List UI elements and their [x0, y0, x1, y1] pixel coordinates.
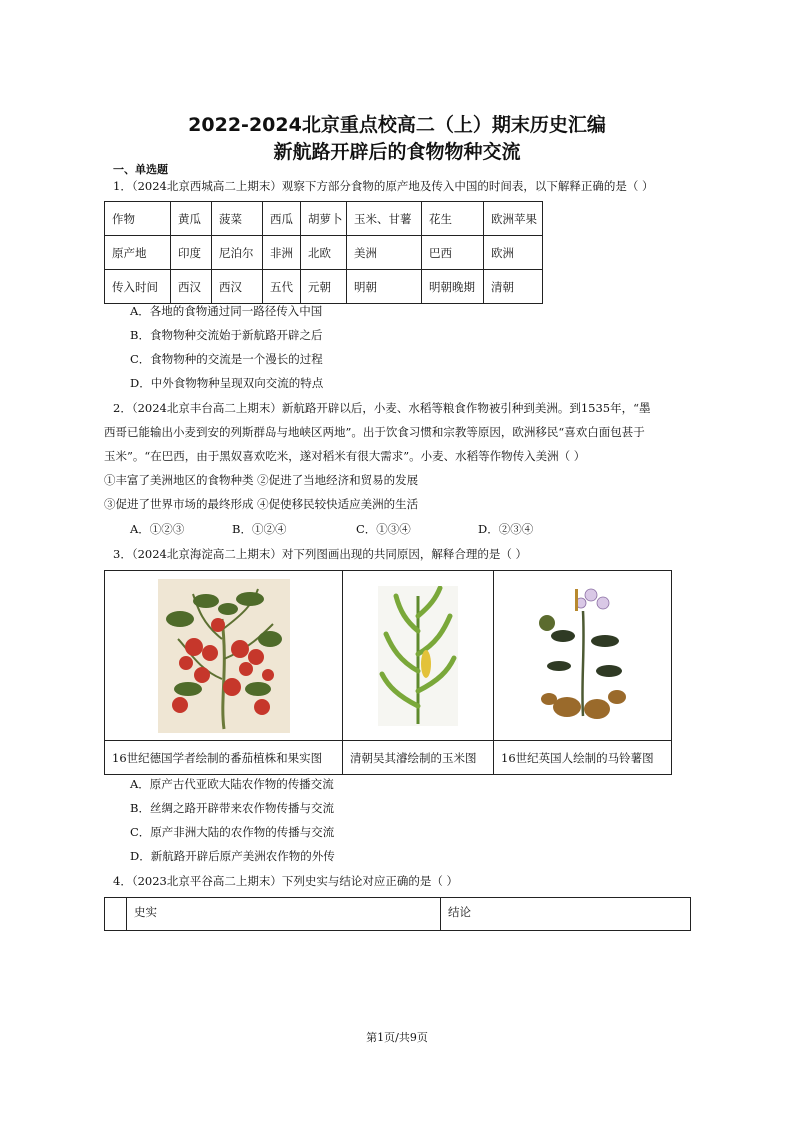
q2-option-b: B．①②④: [232, 522, 287, 536]
q1-option-c: C．食物物种的交流是一个漫长的过程: [130, 352, 323, 366]
q3-option-a: A．原产古代亚欧大陆农作物的传播交流: [130, 777, 334, 791]
q2-stem-line3: 玉米”。“在巴西，由于黑奴喜欢吃米，遂对稻米有很大需求”。小麦、水稻等作物传入美洲（ ）: [104, 449, 586, 463]
q1-food-table: [104, 201, 543, 304]
caption-tomato: 16世纪德国学者绘制的番茄植株和果实图: [105, 741, 343, 775]
q3-image-table: [104, 570, 672, 775]
table-row: [105, 741, 672, 775]
page-footer: 第1页/共9页: [366, 1031, 428, 1044]
page-subtitle: 新航路开辟后的食物物种交流: [273, 141, 521, 163]
page-title: 2022-2024北京重点校高二（上）期末历史汇编: [188, 114, 606, 136]
table-cell: 玉米、甘薯: [347, 202, 422, 236]
potato-image-cell: [494, 571, 672, 741]
table-cell: 欧洲苹果: [484, 202, 543, 236]
section-label: 一、单选题: [113, 163, 168, 176]
q3-stem: 3．（2024北京海淀高二上期末）对下列图画出现的共同原因，解释合理的是（ ）: [113, 547, 527, 561]
table-row: [105, 571, 672, 741]
tomato-plant-illustration: [158, 579, 290, 733]
table-cell: 黄瓜: [171, 202, 212, 236]
table-cell: 菠菜: [212, 202, 263, 236]
table-cell: 胡萝卜: [301, 202, 347, 236]
table-cell: 元朝: [301, 270, 347, 304]
q2-stem-line2: 西哥已能输出小麦到安的列斯群岛与地峡区两地”。出于饮食习惯和宗教等原因，欧洲移民“喜欢白面包甚于: [104, 425, 645, 439]
table-cell: 西汉: [171, 270, 212, 304]
q2-option-d: D．②③④: [478, 522, 534, 536]
table-cell: 印度: [171, 236, 212, 270]
table-cell: 北欧: [301, 236, 347, 270]
q4-table: [104, 897, 691, 931]
table-row: [105, 202, 543, 236]
table-cell: 清朝: [484, 270, 543, 304]
caption-potato: 16世纪英国人绘制的马铃薯图: [494, 741, 672, 775]
table-cell: 作物: [105, 202, 171, 236]
q2-stem-line1: 2．（2024北京丰台高二上期末）新航路开辟以后，小麦、水稻等粮食作物被引种到美洲。到1535年，“墨: [113, 401, 651, 415]
table-row: [105, 270, 543, 304]
q3-option-c: C．原产非洲大陆的农作物的传播与交流: [130, 825, 335, 839]
table-cell: [105, 898, 127, 931]
q1-option-d: D．中外食物物种呈现双向交流的特点: [130, 376, 324, 390]
potato-plant-illustration: [533, 581, 633, 731]
corn-image-cell: [343, 571, 494, 741]
table-row: [105, 898, 691, 931]
table-cell: 五代: [263, 270, 301, 304]
tomato-image-cell: [105, 571, 343, 741]
q4-stem: 4．（2023北京平谷高二上期末）下列史实与结论对应正确的是（ ）: [113, 874, 458, 888]
q3-option-d: D．新航路开辟后原产美洲农作物的外传: [130, 849, 335, 863]
table-cell: 明朝: [347, 270, 422, 304]
table-cell: 明朝晚期: [422, 270, 484, 304]
corn-plant-illustration: [378, 586, 458, 726]
table-header-fact: 史实: [127, 898, 441, 931]
caption-corn: 清朝吴其濬绘制的玉米图: [343, 741, 494, 775]
table-cell: 西汉: [212, 270, 263, 304]
table-cell: 西瓜: [263, 202, 301, 236]
table-cell: 原产地: [105, 236, 171, 270]
q2-statements-2: ③促进了世界市场的最终形成 ④促使移民较快适应美洲的生活: [104, 497, 419, 511]
q2-option-a: A．①②③: [130, 522, 185, 536]
q2-statements-1: ①丰富了美洲地区的食物种类 ②促进了当地经济和贸易的发展: [104, 473, 419, 487]
q1-option-a: A．各地的食物通过同一路径传入中国: [130, 304, 323, 318]
q3-option-b: B．丝绸之路开辟带来农作物传播与交流: [130, 801, 334, 815]
table-header-conclusion: 结论: [441, 898, 691, 931]
table-cell: 美洲: [347, 236, 422, 270]
table-cell: 花生: [422, 202, 484, 236]
table-cell: 欧洲: [484, 236, 543, 270]
q2-option-c: C．①③④: [356, 522, 411, 536]
table-row: [105, 236, 543, 270]
table-cell: 尼泊尔: [212, 236, 263, 270]
q1-option-b: B．食物物种交流始于新航路开辟之后: [130, 328, 323, 342]
table-cell: 非洲: [263, 236, 301, 270]
table-cell: 巴西: [422, 236, 484, 270]
q1-stem: 1．（2024北京西城高二上期末）观察下方部分食物的原产地及传入中国的时间表，以下解释正确的是（ ）: [113, 179, 654, 193]
table-cell: 传入时间: [105, 270, 171, 304]
